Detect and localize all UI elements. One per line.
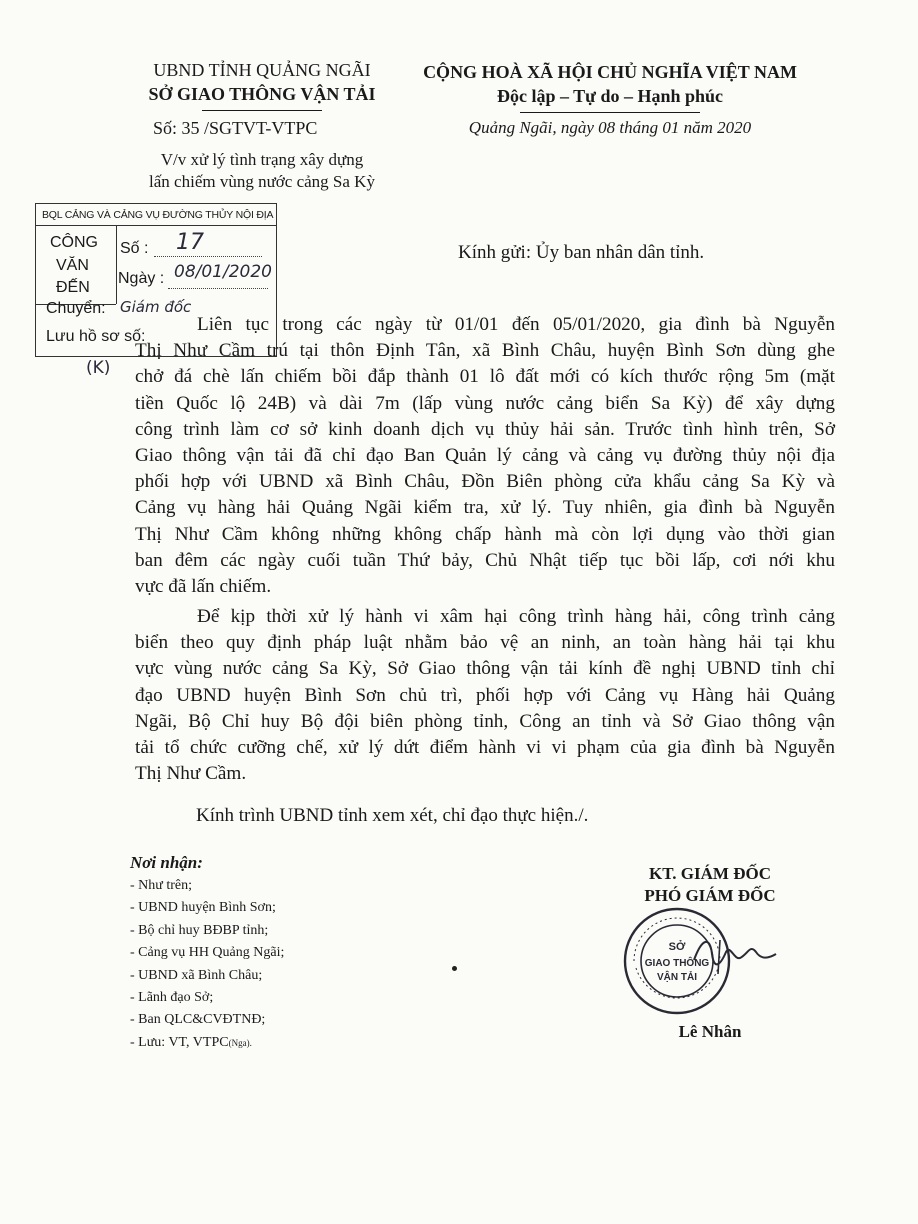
recipient-item: - UBND xã Bình Châu; (130, 967, 263, 983)
recipient-item: - Ban QLC&CVĐTNĐ; (130, 1012, 266, 1028)
issuer-underline (202, 110, 322, 111)
svg-text:GIAO THÔNG: GIAO THÔNG (644, 958, 710, 969)
subject-line-1: V/v xử lý tình trạng xây dựng (160, 150, 364, 169)
stamp-ngay-value: 08/01/2020 (174, 262, 272, 282)
p2-line: vực vùng nước cảng Sa Kỳ, Sở Giao thông vận tải kính đề nghị UBND tỉnh chỉ (135, 658, 835, 680)
svg-text:SỞ: SỞ (668, 941, 686, 953)
p2-line: tải tổ chức cưỡng chế, xử lý dứt điểm hành vi vi phạm của gia đình bà Nguyễn (135, 737, 835, 759)
document-number: Số: 35 /SGTVT-VTPC (153, 118, 318, 138)
issuer-department: SỞ GIAO THÔNG VẬN TẢI (148, 84, 376, 104)
salutation: Kính gửi: Ủy ban nhân dân tỉnh. (458, 242, 705, 263)
national-motto: Độc lập – Tự do – Hạnh phúc (496, 86, 724, 106)
stamp-luu-label: Lưu hồ sơ số: (46, 328, 146, 345)
stamp-van: VĂN (56, 257, 89, 274)
p2-line: đạo UBND huyện Bình Sơn chủ trì, phối hợp với Cảng vụ Hàng hải Quảng (135, 684, 835, 706)
body-paragraph-1 (135, 312, 835, 600)
issuer-authority: UBND TỈNH QUẢNG NGÃI (153, 60, 371, 80)
p1-line: phối hợp với UBND xã Bình Châu, Đồn Biên phòng cửa khẩu cảng Sa Kỳ và (135, 471, 835, 493)
p1-line: tiền Quốc lộ 24B) và dài 7m (lấp vùng nước cảng biển Sa Kỳ) để xây dựng (135, 392, 835, 414)
p1-line: ban đêm các ngày cuối tuần Thứ bảy, Chủ Nhật tiếp tục bồi lấp, cơi nới khu (135, 549, 835, 571)
stamp-cong: CÔNG (50, 234, 98, 251)
signer-name: Lê Nhân (678, 1022, 742, 1041)
stamp-so-label: Số : (120, 240, 149, 257)
signature-scribble-icon (690, 930, 780, 980)
p1-line: Giao thông vận tải đã chỉ đạo Ban Quản lý cảng và cảng vụ đường thủy nội địa (135, 445, 835, 467)
recipient-item: - UBND huyện Bình Sơn; (130, 900, 276, 916)
closing-line: Kính trình UBND tỉnh xem xét, chỉ đạo thực hiện./. (196, 805, 589, 826)
signature-title-2: PHÓ GIÁM ĐỐC (644, 886, 776, 905)
stamp-header: BQL CẢNG VÀ CẢNG VỤ ĐƯỜNG THỦY NỘI ĐỊA (36, 204, 276, 226)
recipients-title: Nơi nhận: (130, 853, 203, 872)
body-paragraph-2 (135, 604, 835, 787)
national-title: CỘNG HOÀ XÃ HỘI CHỦ NGHĨA VIỆT NAM (423, 62, 797, 82)
paper-speck (452, 966, 457, 971)
recipient-item: - Lãnh đạo Sở; (130, 990, 214, 1006)
stamp-divider-vertical (116, 226, 117, 304)
p2-line: biển theo quy định pháp luật nhằm bảo vệ an ninh, an toàn hàng hải tại khu (135, 632, 835, 654)
p2-line: Để kịp thời xử lý hành vi xâm hại công trình hàng hải, công trình cảng (197, 606, 835, 627)
svg-text:VẬN TẢI: VẬN TẢI (657, 972, 697, 983)
subject-line-2: lấn chiếm vùng nước cảng Sa Kỳ (149, 172, 375, 191)
p2-line: Thị Như Cầm. (135, 763, 247, 785)
stamp-den: ĐẾN (56, 279, 90, 296)
signature-title-1: KT. GIÁM ĐỐC (649, 864, 771, 883)
stamp-chuyen-value: Giám đốc (120, 298, 192, 316)
p1-line: Cảng vụ hàng hải Quảng Ngãi kiểm tra, xử lý. Tuy nhiên, gia đình bà Nguyễn (135, 497, 835, 519)
p2-line: Ngãi, Bộ Chỉ huy Bộ đội biên phòng tỉnh, Công an tỉnh và Sở Giao thông vận (135, 710, 835, 732)
stamp-chuyen-label: Chuyển: (46, 300, 106, 317)
issue-date: Quảng Ngãi, ngày 08 tháng 01 năm 2020 (468, 118, 752, 137)
recipients-list (130, 875, 284, 1054)
p1-line: công trình làm cơ sở kinh doanh dịch vụ thủy hải sản. Trước tình hình trên, Sở (135, 418, 835, 440)
p1-line: vực đã lấn chiếm. (135, 576, 272, 598)
stamp-so-value: 17 (176, 230, 204, 255)
margin-mark: (K) (86, 358, 111, 378)
recipient-item-text: - Lưu: VT, VTPC (130, 1034, 229, 1050)
stamp-ngay-label: Ngày : (118, 270, 165, 287)
p1-line: chở đá chè lấn chiếm bồi đắp thành 01 lô đất mới có kích thước rộng 5m (mặt (135, 366, 835, 388)
recipient-item (130, 1032, 284, 1054)
recipient-item-suffix: (Nga). (228, 1037, 252, 1048)
recipient-item: - Cảng vụ HH Quảng Ngãi; (130, 945, 285, 961)
p1-line: Liên tục trong các ngày từ 01/01 đến 05/01/2020, gia đình bà Nguyễn (197, 314, 835, 335)
p1-line: Thị Như Cầm không những không chấp hành mà còn lợi dụng vào thời gian (135, 523, 835, 545)
recipient-item: - Như trên; (130, 878, 193, 893)
stamp-ngay-dots (168, 288, 268, 289)
p1-line: Thị Như Cầm trú tại thôn Định Tân, xã Bình Châu, huyện Bình Sơn dùng ghe (135, 340, 835, 362)
stamp-so-dots (154, 256, 262, 257)
motto-underline (520, 112, 700, 113)
recipient-item: - Bộ chỉ huy BĐBP tỉnh; (130, 922, 269, 938)
